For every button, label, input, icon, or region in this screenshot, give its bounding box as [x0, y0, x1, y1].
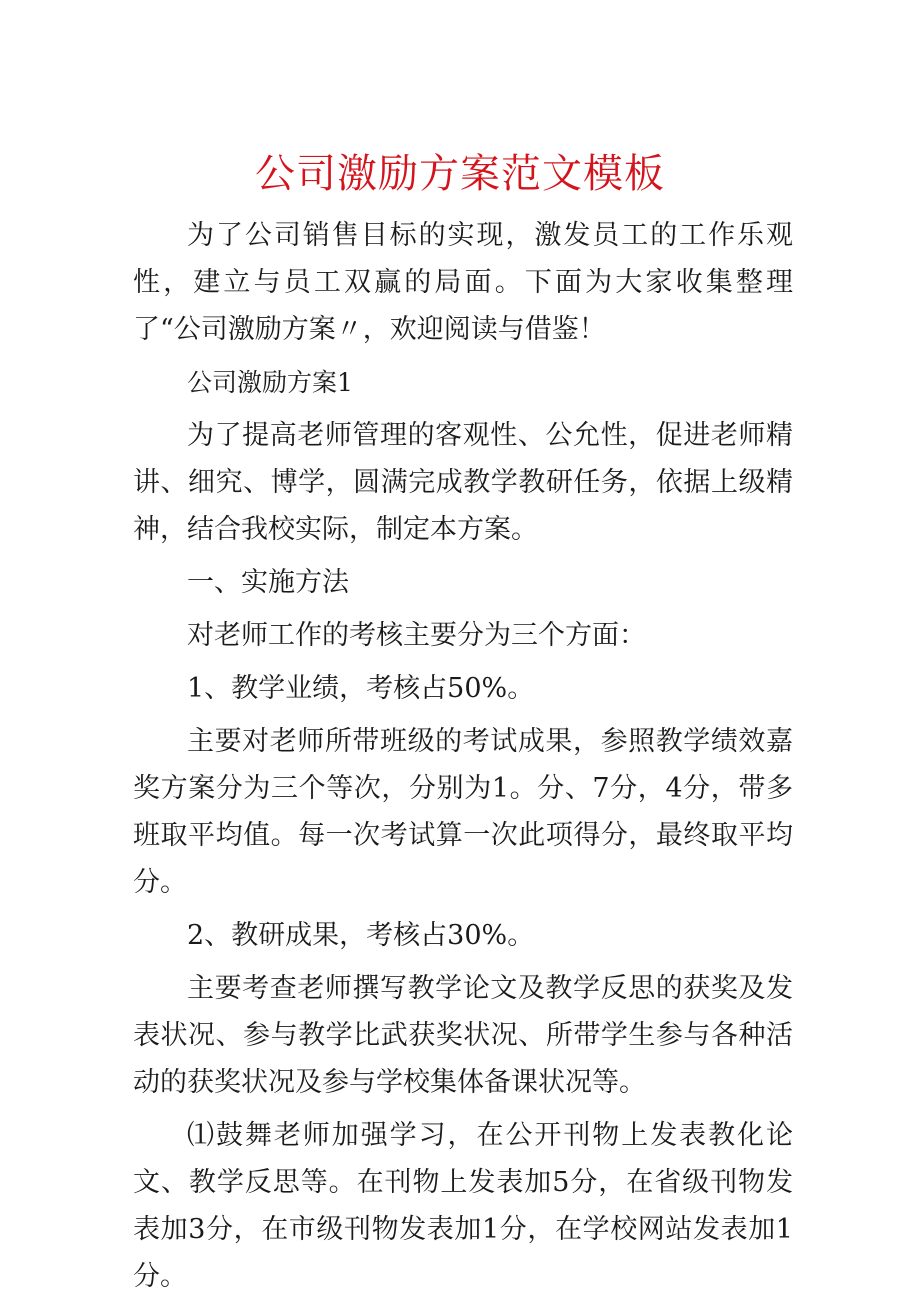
item1-heading: 1、教学业绩，考核占50%。	[187, 673, 535, 704]
document-title: 公司激励方案范文模板	[255, 151, 665, 197]
document-body	[133, 212, 793, 1306]
item1-body-paragraph: 主要对老师所带班级的考试成果，参照教学绩效嘉奖方案分为三个等次，分别为1。分、7分，4分，带多班取平均值。每一次考试算一次此项得分，最终取平均分。	[133, 726, 793, 898]
item2-sub1-paragraph: ⑴鼓舞老师加强学习，在公开刊物上发表教化论文、教学反思等。在刊物上发表加5分，在省级刊物发表加3分，在市级刊物发表加1分，在学校网站发表加1分。	[133, 1120, 793, 1292]
section1-heading: 一、实施方法	[187, 567, 349, 598]
item2-body-paragraph: 主要考查老师撰写教学论文及教学反思的获奖及发表状况、参与教学比武获奖状况、所带学生参与各种活动的获奖状况及参与学校集体备课状况等。	[133, 973, 793, 1098]
item2-heading: 2、教研成果，考核占30%。	[187, 920, 535, 951]
purpose-paragraph: 为了提高老师管理的客观性、公允性，促进老师精讲、细究、博学，圆满完成教学教研任务，依据上级精神，结合我校实际，制定本方案。	[133, 420, 793, 545]
intro-paragraph: 为了公司销售目标的实现，激发员工的工作乐观性，建立与员工双赢的局面。下面为大家收集整理了“公司激励方案〃，欢迎阅读与借鉴！	[133, 220, 793, 345]
plan1-heading: 公司激励方案1	[187, 368, 353, 397]
assess-intro-paragraph: 对老师工作的考核主要分为三个方面：	[187, 620, 646, 651]
